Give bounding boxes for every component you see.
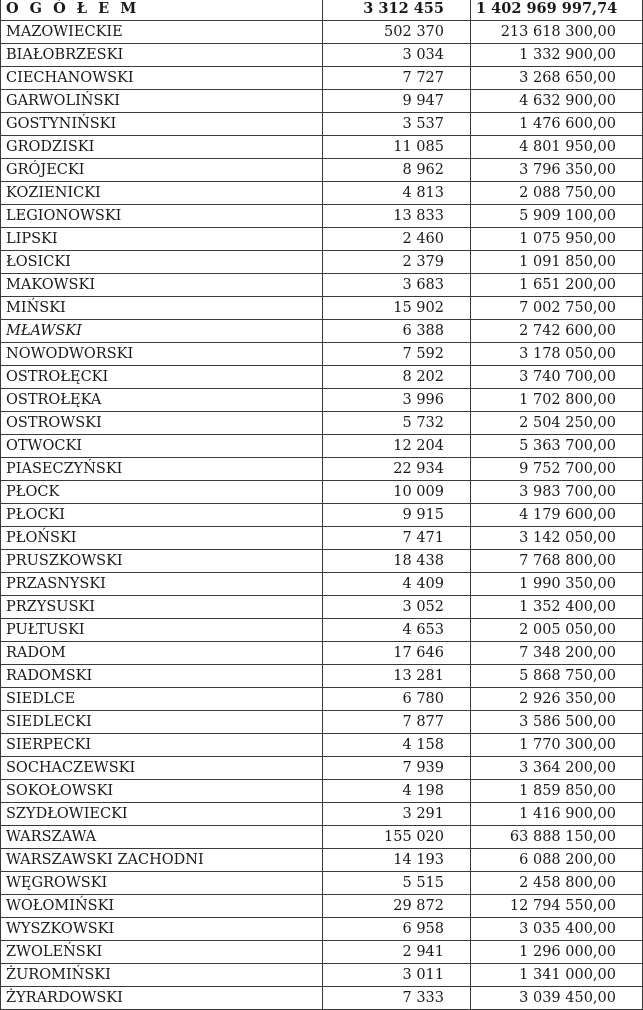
region-name: GOSTYNIŃSKI xyxy=(1,113,323,136)
count-cell: 17 646 xyxy=(323,642,471,665)
count-cell: 6 780 xyxy=(323,688,471,711)
count-cell: 12 204 xyxy=(323,435,471,458)
amount-cell: 2 088 750,00 xyxy=(471,182,643,205)
count-cell: 6 958 xyxy=(323,918,471,941)
table-row xyxy=(1,964,643,987)
table-row xyxy=(1,458,643,481)
amount-cell: 1 859 850,00 xyxy=(471,780,643,803)
amount-cell: 1 990 350,00 xyxy=(471,573,643,596)
amount-cell: 3 740 700,00 xyxy=(471,366,643,389)
count-cell: 7 471 xyxy=(323,527,471,550)
amount-cell: 3 586 500,00 xyxy=(471,711,643,734)
count-cell: 14 193 xyxy=(323,849,471,872)
region-name: SZYDŁOWIECKI xyxy=(1,803,323,826)
count-cell: 3 537 xyxy=(323,113,471,136)
count-cell: 9 947 xyxy=(323,90,471,113)
region-name: MAZOWIECKIE xyxy=(1,21,323,44)
count-cell: 10 009 xyxy=(323,481,471,504)
count-cell: 502 370 xyxy=(323,21,471,44)
region-name: PRZYSUSKI xyxy=(1,596,323,619)
region-name: ŁOSICKI xyxy=(1,251,323,274)
count-cell: 3 683 xyxy=(323,274,471,297)
count-cell: 3 011 xyxy=(323,964,471,987)
table-row xyxy=(1,826,643,849)
table-row xyxy=(1,44,643,67)
amount-cell: 63 888 150,00 xyxy=(471,826,643,849)
region-name: GRÓJECKI xyxy=(1,159,323,182)
amount-cell: 1 770 300,00 xyxy=(471,734,643,757)
region-name: MAKOWSKI xyxy=(1,274,323,297)
region-name: OTWOCKI xyxy=(1,435,323,458)
table-row xyxy=(1,412,643,435)
region-name: ŻYRARDOWSKI xyxy=(1,987,323,1010)
total-count: 3 312 455 xyxy=(323,0,471,21)
table-row xyxy=(1,159,643,182)
count-cell: 2 941 xyxy=(323,941,471,964)
amount-cell: 6 088 200,00 xyxy=(471,849,643,872)
table-row xyxy=(1,504,643,527)
table-row xyxy=(1,274,643,297)
region-name: SIERPECKI xyxy=(1,734,323,757)
count-cell: 13 833 xyxy=(323,205,471,228)
region-name: ŻUROMIŃSKI xyxy=(1,964,323,987)
table-row xyxy=(1,481,643,504)
table-row xyxy=(1,987,643,1010)
table-row xyxy=(1,343,643,366)
amount-cell: 2 926 350,00 xyxy=(471,688,643,711)
table-row xyxy=(1,113,643,136)
amount-cell: 3 035 400,00 xyxy=(471,918,643,941)
region-name: WYSZKOWSKI xyxy=(1,918,323,941)
region-name: BIAŁOBRZESKI xyxy=(1,44,323,67)
region-name: PŁOCK xyxy=(1,481,323,504)
count-cell: 4 409 xyxy=(323,573,471,596)
count-cell: 3 291 xyxy=(323,803,471,826)
region-name: MIŃSKI xyxy=(1,297,323,320)
count-cell: 15 902 xyxy=(323,297,471,320)
table-row xyxy=(1,21,643,44)
count-cell: 3 052 xyxy=(323,596,471,619)
region-name: WĘGROWSKI xyxy=(1,872,323,895)
count-cell: 7 333 xyxy=(323,987,471,1010)
table-body xyxy=(1,0,643,1010)
region-name: SIEDLCE xyxy=(1,688,323,711)
table-row xyxy=(1,550,643,573)
region-name: CIECHANOWSKI xyxy=(1,67,323,90)
count-cell: 6 388 xyxy=(323,320,471,343)
amount-cell: 1 476 600,00 xyxy=(471,113,643,136)
region-name: WARSZAWA xyxy=(1,826,323,849)
amount-cell: 2 458 800,00 xyxy=(471,872,643,895)
region-name: SOKOŁOWSKI xyxy=(1,780,323,803)
region-name: OSTROŁĘKA xyxy=(1,389,323,412)
amount-cell: 3 142 050,00 xyxy=(471,527,643,550)
table-row xyxy=(1,228,643,251)
amount-cell: 1 651 200,00 xyxy=(471,274,643,297)
region-name: PŁOCKI xyxy=(1,504,323,527)
count-cell: 4 653 xyxy=(323,619,471,642)
region-name: ZWOLEŃSKI xyxy=(1,941,323,964)
amount-cell: 1 332 900,00 xyxy=(471,44,643,67)
amount-cell: 3 268 650,00 xyxy=(471,67,643,90)
region-name: PRUSZKOWSKI xyxy=(1,550,323,573)
table-row xyxy=(1,688,643,711)
region-name: PIASECZYŃSKI xyxy=(1,458,323,481)
table-row xyxy=(1,90,643,113)
region-name: LEGIONOWSKI xyxy=(1,205,323,228)
region-name: OSTROWSKI xyxy=(1,412,323,435)
region-name: RADOM xyxy=(1,642,323,665)
table-row xyxy=(1,297,643,320)
count-cell: 5 515 xyxy=(323,872,471,895)
table-row xyxy=(1,596,643,619)
count-cell: 5 732 xyxy=(323,412,471,435)
amount-cell: 4 179 600,00 xyxy=(471,504,643,527)
count-cell: 11 085 xyxy=(323,136,471,159)
region-name: PRZASNYSKI xyxy=(1,573,323,596)
count-cell: 18 438 xyxy=(323,550,471,573)
total-row xyxy=(1,0,643,21)
region-name: MŁAWSKI xyxy=(1,320,323,343)
count-cell: 9 915 xyxy=(323,504,471,527)
region-name: RADOMSKI xyxy=(1,665,323,688)
total-label: O G Ó Ł E M xyxy=(1,0,323,21)
table-row xyxy=(1,435,643,458)
amount-cell: 2 005 050,00 xyxy=(471,619,643,642)
table-row xyxy=(1,780,643,803)
region-name: SIEDLECKI xyxy=(1,711,323,734)
table-row xyxy=(1,734,643,757)
amount-cell: 4 801 950,00 xyxy=(471,136,643,159)
table-row xyxy=(1,251,643,274)
region-name: GRODZISKI xyxy=(1,136,323,159)
region-name: NOWODWORSKI xyxy=(1,343,323,366)
region-name: PUŁTUSKI xyxy=(1,619,323,642)
amount-cell: 2 504 250,00 xyxy=(471,412,643,435)
amount-cell: 1 075 950,00 xyxy=(471,228,643,251)
amount-cell: 2 742 600,00 xyxy=(471,320,643,343)
table-row xyxy=(1,67,643,90)
table-row xyxy=(1,182,643,205)
amount-cell: 1 091 850,00 xyxy=(471,251,643,274)
count-cell: 4 198 xyxy=(323,780,471,803)
amount-cell: 1 341 000,00 xyxy=(471,964,643,987)
table-row xyxy=(1,642,643,665)
count-cell: 7 877 xyxy=(323,711,471,734)
amount-cell: 3 178 050,00 xyxy=(471,343,643,366)
table-row xyxy=(1,849,643,872)
table-row xyxy=(1,872,643,895)
table-row xyxy=(1,320,643,343)
total-amount: 1 402 969 997,74 xyxy=(471,0,643,21)
count-cell: 7 592 xyxy=(323,343,471,366)
count-cell: 8 202 xyxy=(323,366,471,389)
count-cell: 29 872 xyxy=(323,895,471,918)
count-cell: 2 379 xyxy=(323,251,471,274)
amount-cell: 1 296 000,00 xyxy=(471,941,643,964)
table-row xyxy=(1,136,643,159)
table-row xyxy=(1,619,643,642)
region-name: KOZIENICKI xyxy=(1,182,323,205)
amount-cell: 7 348 200,00 xyxy=(471,642,643,665)
amount-cell: 12 794 550,00 xyxy=(471,895,643,918)
region-name: WOŁOMIŃSKI xyxy=(1,895,323,918)
count-cell: 8 962 xyxy=(323,159,471,182)
table-row xyxy=(1,941,643,964)
table-row xyxy=(1,711,643,734)
table-row xyxy=(1,757,643,780)
amount-cell: 3 983 700,00 xyxy=(471,481,643,504)
amount-cell: 9 752 700,00 xyxy=(471,458,643,481)
amount-cell: 3 796 350,00 xyxy=(471,159,643,182)
table-row xyxy=(1,366,643,389)
table-row xyxy=(1,665,643,688)
count-cell: 155 020 xyxy=(323,826,471,849)
count-cell: 4 158 xyxy=(323,734,471,757)
table-row xyxy=(1,918,643,941)
table-row xyxy=(1,527,643,550)
count-cell: 2 460 xyxy=(323,228,471,251)
table-row xyxy=(1,205,643,228)
count-cell: 7 939 xyxy=(323,757,471,780)
amount-cell: 213 618 300,00 xyxy=(471,21,643,44)
table-row xyxy=(1,389,643,412)
region-name: LIPSKI xyxy=(1,228,323,251)
amount-cell: 7 002 750,00 xyxy=(471,297,643,320)
region-name: GARWOLIŃSKI xyxy=(1,90,323,113)
amount-cell: 5 363 700,00 xyxy=(471,435,643,458)
region-name: OSTROŁĘCKI xyxy=(1,366,323,389)
amount-cell: 3 039 450,00 xyxy=(471,987,643,1010)
amount-cell: 5 909 100,00 xyxy=(471,205,643,228)
amount-cell: 1 352 400,00 xyxy=(471,596,643,619)
table-row xyxy=(1,803,643,826)
table-row xyxy=(1,573,643,596)
region-name: PŁOŃSKI xyxy=(1,527,323,550)
count-cell: 7 727 xyxy=(323,67,471,90)
table-row xyxy=(1,895,643,918)
count-cell: 13 281 xyxy=(323,665,471,688)
amount-cell: 3 364 200,00 xyxy=(471,757,643,780)
amount-cell: 1 416 900,00 xyxy=(471,803,643,826)
amount-cell: 1 702 800,00 xyxy=(471,389,643,412)
count-cell: 3 996 xyxy=(323,389,471,412)
count-cell: 22 934 xyxy=(323,458,471,481)
region-name: WARSZAWSKI ZACHODNI xyxy=(1,849,323,872)
count-cell: 3 034 xyxy=(323,44,471,67)
count-cell: 4 813 xyxy=(323,182,471,205)
region-name: SOCHACZEWSKI xyxy=(1,757,323,780)
amount-cell: 7 768 800,00 xyxy=(471,550,643,573)
amount-cell: 5 868 750,00 xyxy=(471,665,643,688)
amount-cell: 4 632 900,00 xyxy=(471,90,643,113)
